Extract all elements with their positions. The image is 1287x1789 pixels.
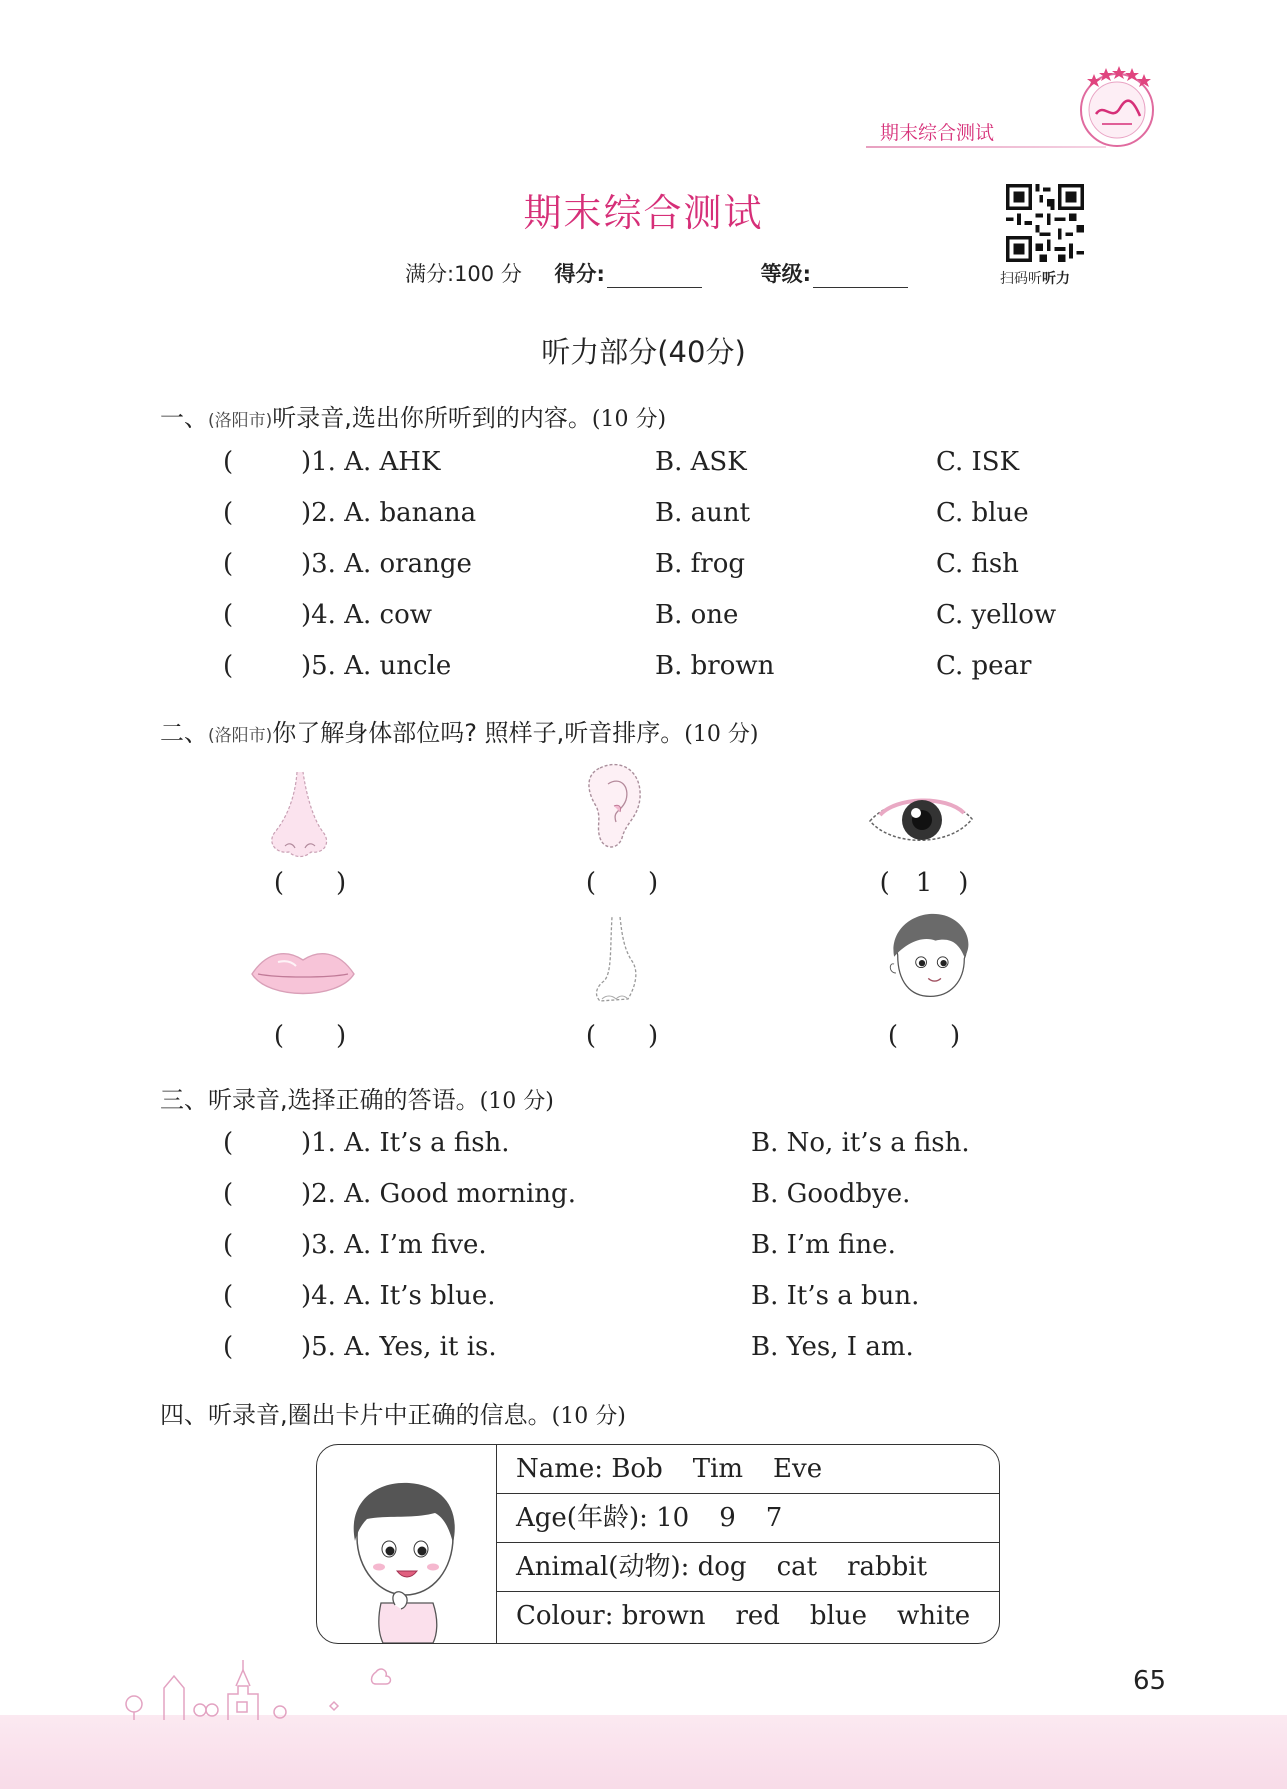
animal-option[interactable]: dog (697, 1552, 747, 1582)
score-blank[interactable] (607, 267, 702, 288)
answer-blank[interactable]: ( (223, 1332, 234, 1362)
answer-blank[interactable]: ( (223, 651, 234, 681)
foot-answer[interactable]: ( ) (585, 1021, 659, 1051)
colour-option[interactable]: blue (809, 1601, 868, 1631)
child-picture (317, 1445, 496, 1643)
qr-code-icon[interactable] (1006, 184, 1084, 262)
mouth-picture (248, 930, 358, 1020)
nose-picture (245, 770, 355, 860)
section-2-heading: 二、(洛阳市)你了解身体部位吗? 照样子,听音排序。(10 分) (160, 719, 759, 747)
animal-option[interactable]: rabbit (847, 1552, 928, 1582)
qr-caption: 扫码听听力 (1000, 271, 1070, 287)
eye-answer[interactable]: ( 1 ) (879, 868, 969, 898)
card-row-colour: Colour: brown red blue white (516, 1601, 971, 1631)
page-title: 期末综合测试 (523, 191, 764, 235)
ear-answer[interactable]: ( ) (585, 868, 659, 898)
answer-blank[interactable]: ( (223, 498, 234, 528)
publisher-seal-icon (1072, 62, 1162, 152)
age-option[interactable]: 9 (719, 1503, 736, 1533)
grade-blank[interactable] (813, 267, 908, 288)
castle-decoration-icon (120, 1648, 420, 1720)
listening-part-title: 听力部分(40分) (541, 335, 746, 369)
name-option[interactable]: Tim (692, 1454, 744, 1484)
answer-blank[interactable]: ( (223, 1281, 234, 1311)
page-number: 65 (1133, 1666, 1167, 1696)
running-header: 期末综合测试 (880, 122, 995, 144)
header-rule (866, 146, 1106, 148)
score-line (405, 258, 960, 288)
answer-blank[interactable]: ( (223, 600, 234, 630)
age-option[interactable]: 7 (765, 1503, 783, 1533)
name-option[interactable]: Bob (611, 1454, 663, 1484)
age-option[interactable]: 10 (656, 1503, 690, 1533)
card-row-age: Age(年龄): 10 9 7 (496, 1494, 999, 1543)
card-photo (317, 1445, 497, 1643)
foot-picture (570, 915, 680, 1005)
answer-blank[interactable]: ( (223, 1128, 234, 1158)
colour-option[interactable]: brown (621, 1601, 706, 1631)
answer-blank[interactable]: ( (223, 1179, 234, 1209)
ear-picture (560, 760, 670, 850)
section-1-heading: 一、(洛阳市)听录音,选出你所听到的内容。(10 分) (160, 404, 667, 432)
colour-option[interactable]: red (735, 1601, 780, 1631)
face-answer[interactable]: ( ) (887, 1021, 961, 1051)
grade-field: 等级: (761, 262, 934, 286)
name-option[interactable]: Eve (773, 1454, 823, 1484)
score-field: 得分: (555, 262, 728, 286)
card-row-animal: Animal(动物): dog cat rabbit (496, 1543, 999, 1592)
footer-band (0, 1715, 1287, 1789)
full-score: 满分:100 分 (405, 262, 522, 286)
mouth-answer[interactable]: ( ) (273, 1021, 347, 1051)
answer-blank[interactable]: ( (223, 447, 234, 477)
animal-option[interactable]: cat (776, 1552, 818, 1582)
answer-blank[interactable]: ( (223, 549, 234, 579)
card-row-name: Name: Bob Tim Eve (496, 1445, 999, 1494)
section-3-heading: 三、听录音,选择正确的答语。(10 分) (160, 1086, 554, 1114)
face-picture (876, 910, 986, 1000)
section-4-heading: 四、听录音,圈出卡片中正确的信息。(10 分) (160, 1401, 626, 1429)
info-card (316, 1444, 1000, 1644)
colour-option[interactable]: white (897, 1601, 971, 1631)
answer-blank[interactable]: ( (223, 1230, 234, 1260)
eye-picture (866, 775, 976, 865)
nose-answer[interactable]: ( ) (273, 868, 347, 898)
